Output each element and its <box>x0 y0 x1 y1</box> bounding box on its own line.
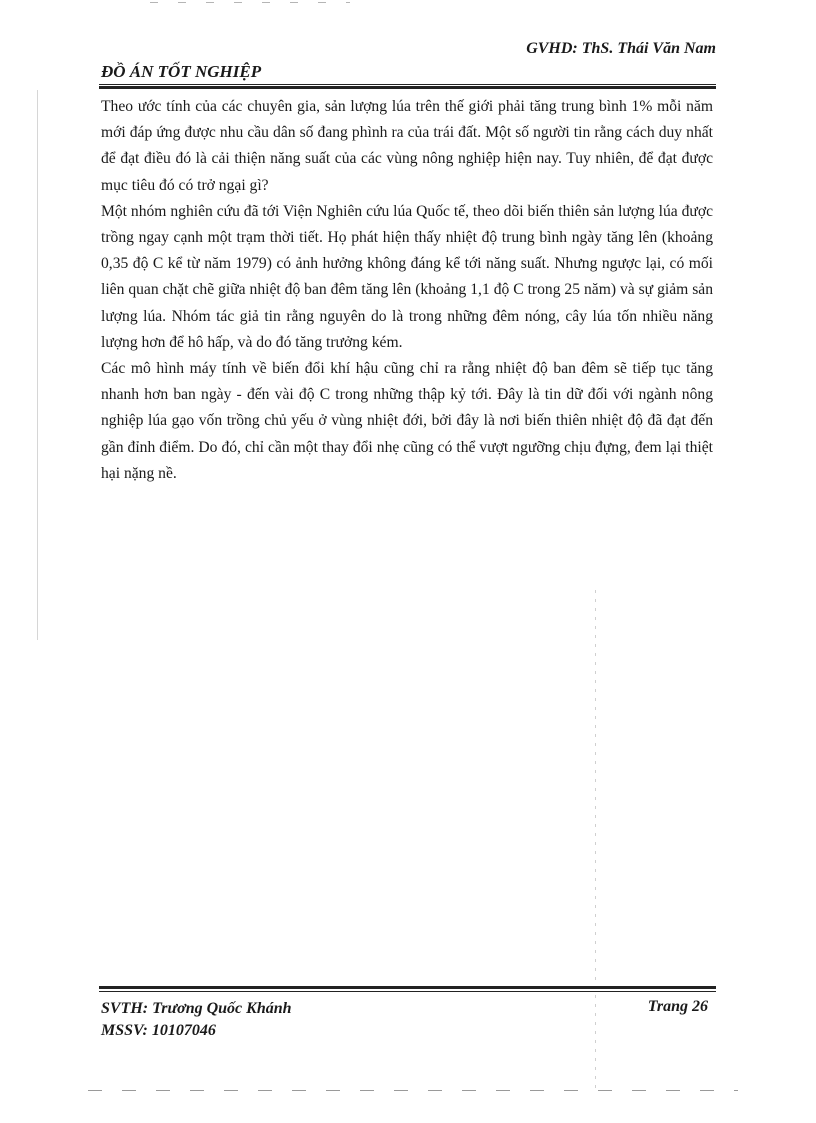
scan-artifact-bottom-dashes <box>88 1090 738 1091</box>
body-text <box>101 94 713 487</box>
scan-artifact-left-line <box>37 90 38 640</box>
scan-artifact-middle-line <box>595 590 596 1090</box>
footer-student-info <box>101 998 292 1042</box>
header-rule-thin <box>99 84 716 85</box>
footer-student-id: MSSV: 10107046 <box>101 1022 216 1039</box>
header-supervisor: GVHD: ThS. Thái Văn Nam <box>526 40 716 57</box>
footer-rule-thin <box>99 991 716 992</box>
paragraph-2: Một nhóm nghiên cứu đã tới Viện Nghiên cứu lúa Quốc tế, theo dõi biến thiên sản lượng lúa được trồng ngay cạnh một trạm thời tiết. Họ phát hiện thấy nhiệt độ trung bình ngày tăng lên (khoảng 0,35 độ C kể từ năm 1979) có ảnh hưởng không đáng kể tới năng suất. Nhưng ngược lại, có mối liên quan chặt chẽ giữa nhiệt độ ban đêm tăng lên (khoảng 1,1 độ C trong 25 năm) và sự giảm sản lượng lúa. Nhóm tác giả tin rằng nguyên do là trong những đêm nóng, cây lúa tốn nhiều năng lượng hơn để hô hấp, và do đó tăng trưởng kém. <box>101 202 713 351</box>
header-rule-thick <box>99 86 716 89</box>
footer-page-number: Trang 26 <box>647 998 708 1015</box>
scan-artifact-top <box>150 2 350 3</box>
paragraph-1: Theo ước tính của các chuyên gia, sản lượng lúa trên thế giới phải tăng trung bình 1% mỗi năm mới đáp ứng được nhu cầu dân số đang phình ra của trái đất. Một số người tin rằng cách duy nhất để đạt điều đó là cải thiện năng suất của các vùng nông nghiệp hiện nay. Tuy nhiên, để đạt được mục tiêu đó có trở ngại gì? <box>101 98 713 194</box>
paragraph-3: Các mô hình máy tính về biến đổi khí hậu cũng chỉ ra rằng nhiệt độ ban đêm sẽ tiếp tục tăng nhanh hơn ban ngày - đến vài độ C trong những thập kỷ tới. Đây là tin dữ đối với ngành nông nghiệp lúa gạo vốn trồng chủ yếu ở vùng nhiệt đới, bởi đây là nơi biến thiên nhiệt độ đã đạt đến gần đỉnh điểm. Do đó, chỉ cần một thay đổi nhẹ cũng có thể vượt ngưỡng chịu đựng, đem lại thiệt hại nặng nề. <box>101 360 713 482</box>
footer-rule-thick <box>99 986 716 989</box>
footer-student-name: SVTH: Trương Quốc Khánh <box>101 1000 292 1017</box>
header-document-title: ĐỒ ÁN TỐT NGHIỆP <box>101 62 262 81</box>
